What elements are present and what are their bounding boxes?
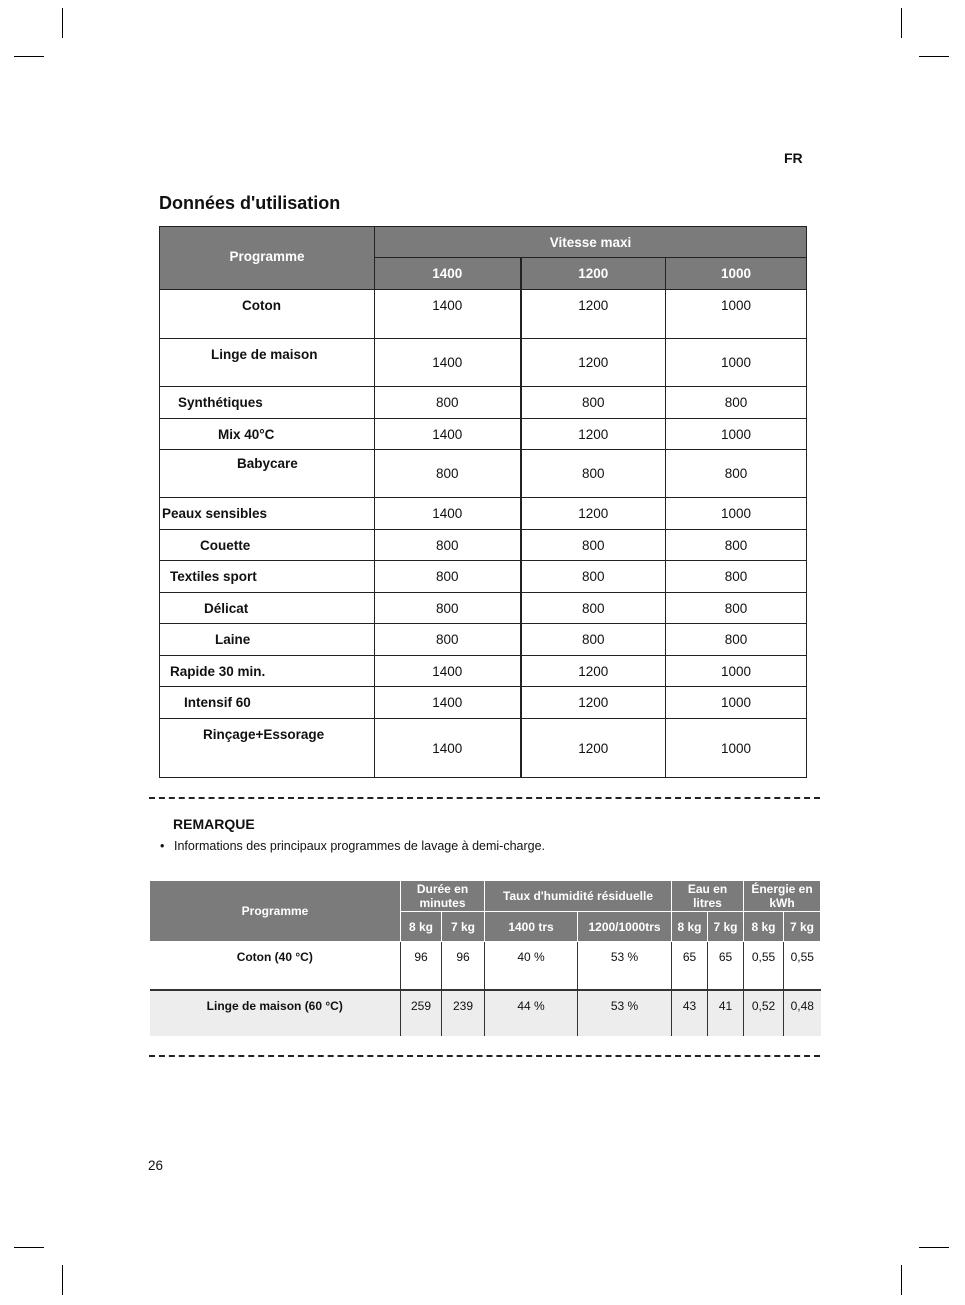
table-row xyxy=(160,530,807,561)
crop-mark xyxy=(901,1265,902,1295)
speed-cell: 800 xyxy=(375,624,521,656)
subheader: 7 kg xyxy=(784,912,821,942)
speed-cell: 1400 xyxy=(375,656,521,687)
speed-cell: 1200 xyxy=(521,687,666,719)
speed-cell: 1000 xyxy=(666,656,807,687)
crop-mark xyxy=(14,56,44,57)
dashed-divider xyxy=(149,797,820,799)
speed-cell: 800 xyxy=(375,387,521,419)
energy-cell: 0,55 xyxy=(784,942,821,990)
water-cell: 41 xyxy=(708,990,744,1036)
section-title: Données d'utilisation xyxy=(159,193,341,213)
crop-mark xyxy=(62,8,63,38)
duration-cell: 96 xyxy=(442,942,485,990)
program-name: Délicat xyxy=(160,593,375,624)
speed-cell: 800 xyxy=(666,593,807,624)
duration-header: Durée en minutes xyxy=(401,881,485,912)
note-item xyxy=(160,839,545,853)
table-row xyxy=(160,561,807,593)
speed-column-header: 1400 xyxy=(375,258,521,290)
speed-cell: 800 xyxy=(521,450,666,498)
water-header: Eau en litres xyxy=(672,881,744,912)
table-row xyxy=(160,387,807,419)
program-name: Intensif 60 xyxy=(160,687,375,719)
speed-table xyxy=(159,226,807,778)
program-name: Peaux sensibles xyxy=(160,498,375,530)
program-name: Rinçage+Essorage xyxy=(160,719,375,778)
subheader: 7 kg xyxy=(442,912,485,942)
speed-cell: 800 xyxy=(375,561,521,593)
energy-cell: 0,48 xyxy=(784,990,821,1036)
water-cell: 65 xyxy=(708,942,744,990)
speed-cell: 800 xyxy=(666,530,807,561)
half-load-header-row xyxy=(150,881,821,912)
speed-cell: 800 xyxy=(521,530,666,561)
speed-column-header: 1000 xyxy=(666,258,807,290)
table-row xyxy=(160,290,807,339)
program-name: Coton xyxy=(160,290,375,339)
subheader: 8 kg xyxy=(401,912,442,942)
subheader: 1400 trs xyxy=(485,912,578,942)
speed-cell: 1200 xyxy=(521,339,666,387)
table-row xyxy=(150,942,821,990)
table-row xyxy=(160,719,807,778)
speed-cell: 1200 xyxy=(521,419,666,450)
program-name: Babycare xyxy=(160,450,375,498)
table-row xyxy=(160,498,807,530)
humidity-cell: 44 % xyxy=(485,990,578,1036)
speed-cell: 1000 xyxy=(666,339,807,387)
speed-cell: 800 xyxy=(521,593,666,624)
table-row xyxy=(160,450,807,498)
speed-cell: 800 xyxy=(666,624,807,656)
program-name: Textiles sport xyxy=(160,561,375,593)
program-name: Rapide 30 min. xyxy=(160,656,375,687)
speed-cell: 800 xyxy=(521,561,666,593)
speed-cell: 1200 xyxy=(521,498,666,530)
speed-cell: 1000 xyxy=(666,498,807,530)
water-cell: 65 xyxy=(672,942,708,990)
table-row xyxy=(160,624,807,656)
speed-cell: 800 xyxy=(666,387,807,419)
subheader: 1200/1000trs xyxy=(578,912,672,942)
speed-cell: 800 xyxy=(375,450,521,498)
energy-cell: 0,52 xyxy=(744,990,784,1036)
energy-cell: 0,55 xyxy=(744,942,784,990)
speed-cell: 1000 xyxy=(666,419,807,450)
subheader: 8 kg xyxy=(744,912,784,942)
speed-cell: 800 xyxy=(375,593,521,624)
crop-mark xyxy=(919,1247,949,1248)
speed-column-header: 1200 xyxy=(521,258,666,290)
duration-cell: 259 xyxy=(401,990,442,1036)
humidity-cell: 40 % xyxy=(485,942,578,990)
crop-mark xyxy=(62,1265,63,1295)
page-number: 26 xyxy=(148,1158,164,1173)
speed-cell: 1000 xyxy=(666,687,807,719)
duration-cell: 96 xyxy=(401,942,442,990)
table-row xyxy=(160,687,807,719)
crop-mark xyxy=(901,8,902,38)
program-name: Couette xyxy=(160,530,375,561)
dashed-divider xyxy=(149,1055,820,1057)
crop-mark xyxy=(14,1247,44,1248)
crop-mark xyxy=(919,56,949,57)
bullet-mark: • xyxy=(160,839,165,853)
half-load-table xyxy=(149,880,821,1036)
energy-header: Énergie en kWh xyxy=(744,881,821,912)
program-name: Laine xyxy=(160,624,375,656)
speed-cell: 800 xyxy=(375,530,521,561)
speed-cell: 1200 xyxy=(521,656,666,687)
table-row xyxy=(160,419,807,450)
speed-cell: 1400 xyxy=(375,290,521,339)
humidity-header: Taux d'humidité résiduelle xyxy=(485,881,672,912)
speed-cell: 1400 xyxy=(375,339,521,387)
speed-cell: 1000 xyxy=(666,719,807,778)
speed-cell: 1000 xyxy=(666,290,807,339)
speed-cell: 800 xyxy=(666,450,807,498)
table-row xyxy=(160,339,807,387)
language-code: FR xyxy=(784,150,803,166)
water-cell: 43 xyxy=(672,990,708,1036)
program-column-header: Programme xyxy=(150,881,401,942)
max-speed-header: Vitesse maxi xyxy=(375,227,807,258)
speed-cell: 1200 xyxy=(521,719,666,778)
speed-cell: 1200 xyxy=(521,290,666,339)
table-row xyxy=(150,990,821,1036)
speed-table-header-row xyxy=(160,227,807,258)
subheader: 8 kg xyxy=(672,912,708,942)
program-name: Synthétiques xyxy=(160,387,375,419)
program-name: Mix 40°C xyxy=(160,419,375,450)
note-title: REMARQUE xyxy=(173,816,255,832)
speed-cell: 1400 xyxy=(375,498,521,530)
program-name: Linge de maison xyxy=(160,339,375,387)
speed-cell: 1400 xyxy=(375,687,521,719)
table-row xyxy=(160,593,807,624)
program-column-header: Programme xyxy=(160,227,375,290)
note-text: Informations des principaux programmes de lavage à demi-charge. xyxy=(174,839,546,853)
program-name: Coton (40 °C) xyxy=(150,942,401,990)
program-name: Linge de maison (60 °C) xyxy=(150,990,401,1036)
speed-cell: 1400 xyxy=(375,419,521,450)
speed-cell: 800 xyxy=(666,561,807,593)
subheader: 7 kg xyxy=(708,912,744,942)
speed-cell: 1400 xyxy=(375,719,521,778)
table-row xyxy=(160,656,807,687)
humidity-cell: 53 % xyxy=(578,990,672,1036)
speed-cell: 800 xyxy=(521,624,666,656)
duration-cell: 239 xyxy=(442,990,485,1036)
humidity-cell: 53 % xyxy=(578,942,672,990)
speed-cell: 800 xyxy=(521,387,666,419)
